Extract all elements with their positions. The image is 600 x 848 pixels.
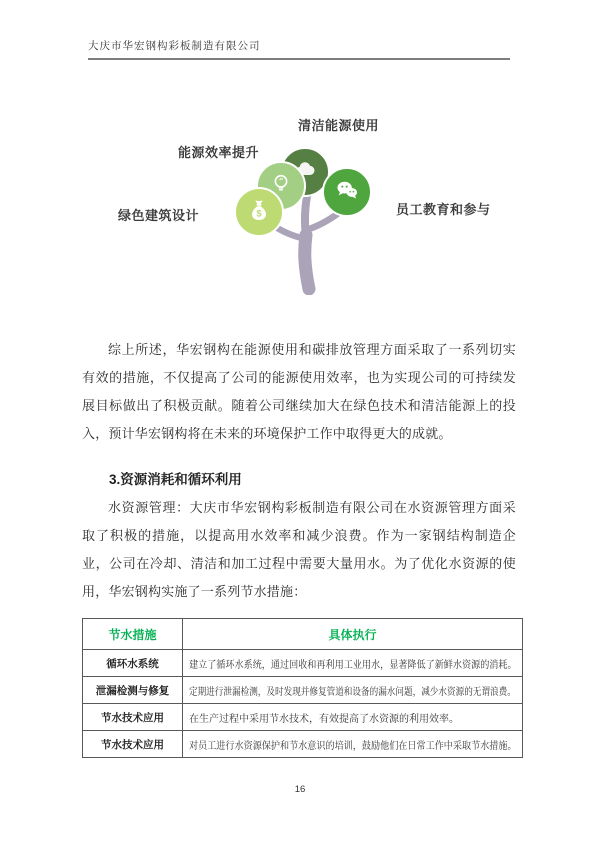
detail-cell: 在生产过程中采用节水技术，有效提高了水资源的利用效率。 bbox=[183, 704, 523, 731]
svg-text:$: $ bbox=[256, 208, 262, 219]
table-row bbox=[83, 704, 523, 731]
table-row bbox=[83, 650, 523, 677]
label-green-building: 绿色建筑设计 bbox=[118, 208, 200, 223]
table-row bbox=[83, 677, 523, 704]
node-green-building bbox=[234, 187, 284, 237]
wechat-icon bbox=[334, 177, 360, 208]
summary-paragraph: 综上所述，华宏钢构在能源使用和碳排放管理方面采取了一系列切实有效的措施，不仅提高了公司的能源使用效率，也为实现公司的可持续发展目标做出了积极贡献。随着公司继续加大在绿色技术和清洁能源上的投入，预计华宏钢构将在未来的环境保护工作中取得更大的成就。 bbox=[82, 342, 516, 441]
company-name: 大庆市华宏钢构彩板制造有限公司 bbox=[88, 41, 261, 52]
measure-cell: 泄漏检测与修复 bbox=[83, 677, 183, 704]
label-employee-education: 员工教育和参与 bbox=[396, 202, 491, 217]
header-detail: 具体执行 bbox=[183, 619, 523, 650]
label-clean-energy: 清洁能源使用 bbox=[298, 118, 380, 133]
detail-cell: 定期进行泄漏检测，及时发现并修复管道和设备的漏水问题，减少水资源的无谓浪费。 bbox=[183, 677, 523, 704]
header-measure: 节水措施 bbox=[83, 619, 183, 650]
esg-tree-diagram bbox=[100, 105, 500, 295]
detail-cell: 对员工进行水资源保护和节水意识的培训，鼓励他们在日常工作中采取节水措施。 bbox=[183, 731, 523, 758]
page-header bbox=[88, 38, 510, 60]
measure-cell: 循环水系统 bbox=[83, 650, 183, 677]
detail-cell: 建立了循环水系统，通过回收和再利用工业用水，显著降低了新鲜水资源的消耗。 bbox=[183, 650, 523, 677]
node-employee-education bbox=[322, 167, 372, 217]
table-header-row bbox=[83, 619, 523, 650]
label-energy-efficiency: 能源效率提升 bbox=[178, 145, 260, 160]
measure-cell: 节水技术应用 bbox=[83, 731, 183, 758]
water-management-paragraph: 水资源管理：大庆市华宏钢构彩板制造有限公司在水资源管理方面采取了积极的措施，以提高用水效率和减少浪费。作为一家钢结构制造企业，公司在冷却、清洁和加工过程中需要大量用水。为了优化水资源的使用，华宏钢构实施了一系列节水措施： bbox=[82, 500, 516, 599]
page-number: 16 bbox=[294, 784, 306, 795]
table-row bbox=[83, 731, 523, 758]
water-saving-table bbox=[82, 618, 523, 758]
measure-cell: 节水技术应用 bbox=[83, 704, 183, 731]
money-bag-icon bbox=[246, 197, 272, 228]
section-heading: 3.资源消耗和循环利用 bbox=[109, 472, 242, 487]
